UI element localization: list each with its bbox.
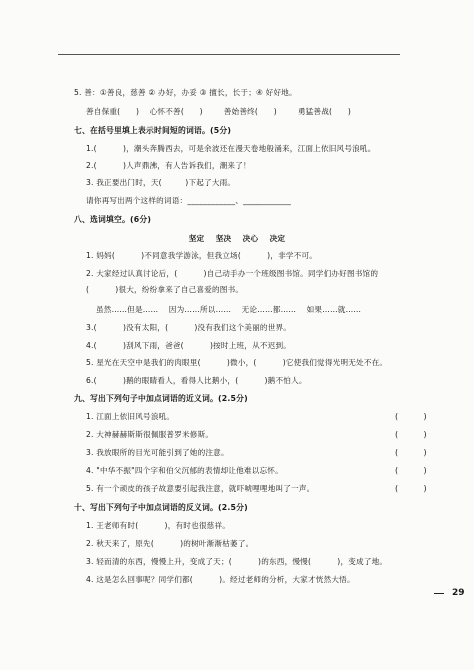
top-rule <box>58 54 400 55</box>
sec8-choices-1: 坚定 坚决 决心 决定 <box>188 234 286 243</box>
sec7-extra: 请你再写出两个这样的词语：____________、____________ <box>86 196 292 205</box>
sec9-item-1: 1. 江面上依旧风号浪吼。 <box>86 412 175 421</box>
sec9-item-4: 4. "中华不振"四个字和伯父沉郁的表情却让他难以忘怀。 <box>86 466 283 475</box>
sec7-title: 七、在括号里填上表示时间短的词语。(5分) <box>74 126 232 135</box>
sec9-item-3: 3. 我放眼所的目光可能引到了她的注意。 <box>86 448 229 457</box>
sec9-blank-4: ( ) <box>395 466 427 475</box>
sec9-item-2: 2. 大神赫赫斯斯很佩服普罗米修斯。 <box>86 430 214 439</box>
sec8-item-6: 6.( )鹅的眼睛看人，看得人比鹅小，( )鹅不怕人。 <box>86 376 307 385</box>
sec7-item-2: 2.( )人声鼎沸，有人告诉我们，潮来了！ <box>86 161 251 170</box>
q5-words: 善自保重( ) 心怀不善( ) 善始善终( ) 勇猛善战( ) <box>86 107 352 116</box>
sec8-item-2-cont: ( )很大，纷纷拿来了自己喜爱的图书。 <box>86 285 244 294</box>
sec7-item-3: 3. 我正要出门时，天( )下起了大雨。 <box>86 178 236 187</box>
q5-definition: 5. 善：①善良，慈善 ② 办好，办妥 ③ 擅长，长于；④ 好好地。 <box>74 88 297 97</box>
sec9-blank-1: ( ) <box>395 412 427 421</box>
sec9-title: 九、写出下列句子中加点词语的近义词。(2.5分) <box>74 394 248 403</box>
page-number: 29 <box>452 588 465 598</box>
sec10-item-4: 4. 这是怎么回事呢？同学们都( )。经过老师的分析，大家才恍然大悟。 <box>86 575 355 584</box>
sec10-item-2: 2. 秋天来了，原先( )的树叶渐渐枯萎了。 <box>86 539 254 548</box>
sec8-item-5: 5. 星光在天空中是我们的肉眼里( )微小，( )它使我们觉得光明无处不在。 <box>86 358 388 367</box>
sec9-blank-3: ( ) <box>395 448 427 457</box>
sec8-choices-2: 虽然……但是…… 因为……所以…… 无论……都…… 如果……就…… <box>96 305 362 314</box>
page-number-dash <box>434 593 444 594</box>
sec8-item-1: 1. 妈妈( )不同意我学游泳，但我立场( )，非学不可。 <box>86 251 318 260</box>
sec9-blank-5: ( ) <box>395 484 427 493</box>
sec7-item-1: 1.( )，潮头奔腾西去，可是余波还在漫天卷地般涌来，江面上依旧风号浪吼。 <box>86 144 376 153</box>
sec8-item-2: 2. 大家经过认真讨论后，( )自己动手办一个班级图书馆。同学们办好图书馆的 <box>86 269 379 278</box>
sec8-item-3: 3.( )没有太阳，( )没有我们这个美丽的世界。 <box>86 323 292 332</box>
sec10-item-3: 3. 轻而清的东西，慢慢上升，变成了天；( )的东西，慢慢( )，变成了地。 <box>86 557 388 566</box>
sec8-title: 八、选词填空。(6分) <box>74 215 152 224</box>
sec9-blank-2: ( ) <box>395 430 427 439</box>
sec9-item-5: 5. 有一个顽皮的孩子故意要引起我注意，就吓唬哩哩地叫了一声。 <box>86 484 315 493</box>
sec8-item-4: 4.( )刮风下雨，爸爸( )按时上班，从不迟到。 <box>86 341 292 350</box>
sec10-title: 十、写出下列句子中加点词语的反义词。(2.5分) <box>74 503 248 512</box>
sec10-item-1: 1. 王老师有时( )，有时也很慈祥。 <box>86 521 231 530</box>
